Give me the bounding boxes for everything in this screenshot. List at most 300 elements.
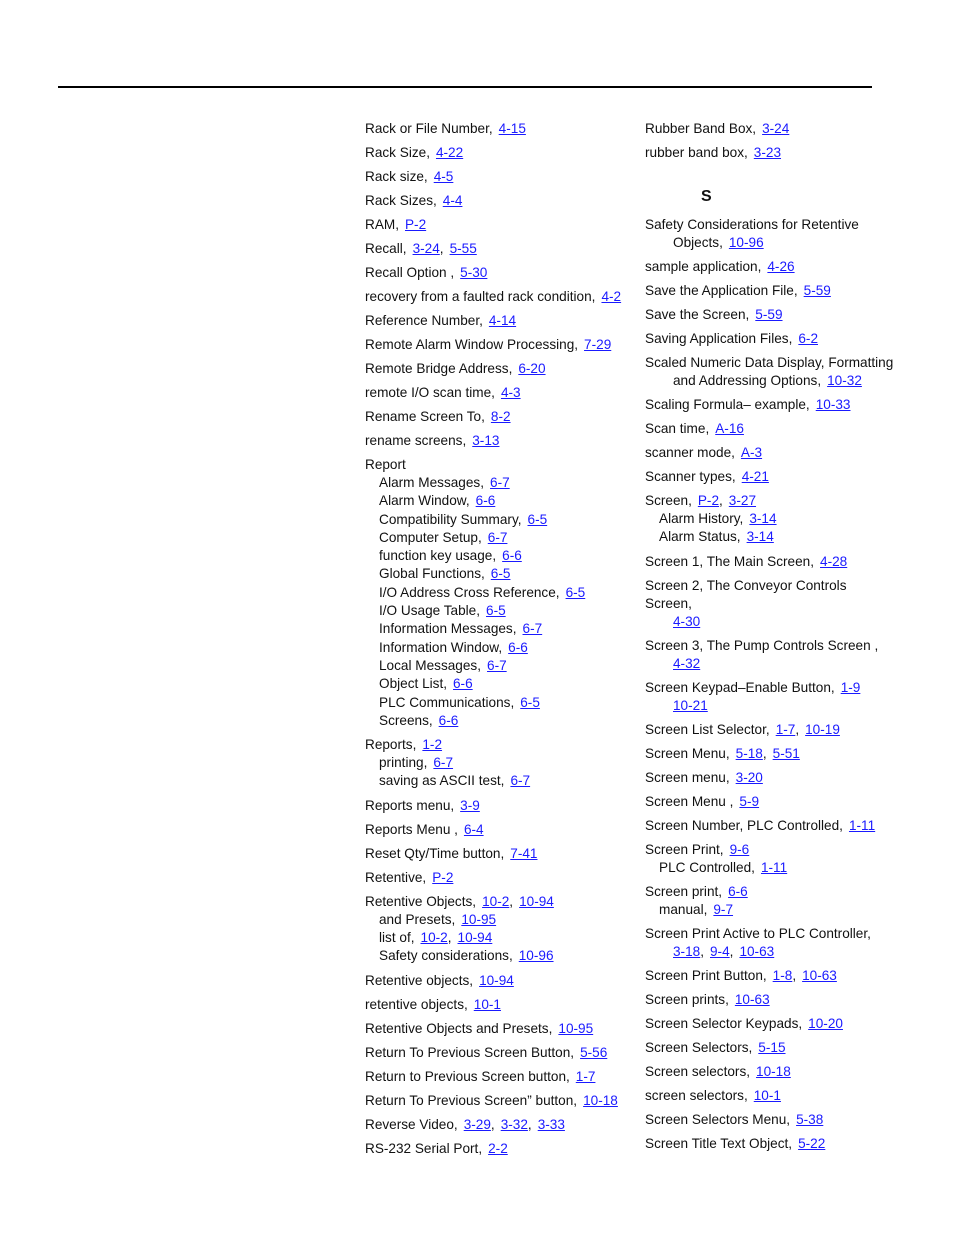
index-entry-line bbox=[645, 444, 895, 462]
index-term: Screen print, bbox=[645, 883, 723, 899]
index-term: RS-232 Serial Port, bbox=[365, 1140, 483, 1156]
index-entry bbox=[365, 216, 635, 234]
index-term: recovery from a faulted rack condition, bbox=[365, 289, 596, 304]
page-reference-link[interactable]: 5-38 bbox=[796, 1112, 824, 1128]
index-term: Retentive Objects and Presets, bbox=[365, 1020, 553, 1036]
page-reference-link[interactable]: 5-15 bbox=[758, 1040, 786, 1056]
index-entry-line bbox=[645, 613, 895, 631]
index-entry-line bbox=[645, 468, 895, 486]
index-entry bbox=[365, 336, 635, 354]
index-term: list of, bbox=[379, 930, 415, 946]
index-entry bbox=[645, 444, 895, 462]
index-entry-line bbox=[645, 817, 895, 835]
page-reference-link[interactable]: 6-5 bbox=[527, 511, 548, 527]
index-entry bbox=[645, 991, 895, 1009]
index-entry-line bbox=[365, 120, 635, 138]
page-reference-link[interactable]: 6-5 bbox=[490, 566, 511, 582]
page-reference-link[interactable]: 10-19 bbox=[805, 721, 840, 737]
index-subentry bbox=[365, 565, 635, 583]
index-term: and Presets, bbox=[379, 911, 456, 927]
page-reference-link[interactable]: 1-7 bbox=[775, 721, 796, 737]
index-subentry bbox=[365, 639, 635, 657]
page-reference-link[interactable]: 10-95 bbox=[461, 911, 497, 927]
index-entry-line bbox=[645, 1063, 895, 1081]
page-reference-link[interactable]: 6-6 bbox=[438, 712, 459, 728]
page-reference-link[interactable]: 10-1 bbox=[753, 1088, 781, 1104]
index-term: Remote Bridge Address, bbox=[365, 361, 513, 376]
index-entry-line bbox=[365, 264, 635, 282]
index-subentry bbox=[365, 529, 635, 547]
page-reference-link[interactable]: 7-41 bbox=[510, 845, 538, 861]
index-entry-line bbox=[365, 360, 635, 378]
index-entry bbox=[365, 288, 635, 306]
index-term: Rack Sizes, bbox=[365, 193, 437, 208]
page-reference-link[interactable]: 10-95 bbox=[558, 1020, 594, 1036]
index-entry bbox=[645, 577, 895, 631]
index-entry-line bbox=[365, 288, 635, 306]
page-reference-link[interactable]: 4-15 bbox=[498, 121, 526, 136]
page-reference-link[interactable]: 10-63 bbox=[739, 944, 775, 960]
index-subentry bbox=[645, 510, 895, 528]
index-entry-line bbox=[645, 1039, 895, 1057]
separator: , bbox=[729, 944, 734, 960]
page-reference-link[interactable]: 2-2 bbox=[488, 1140, 508, 1156]
page-reference-link[interactable]: 3-20 bbox=[735, 769, 763, 785]
index-entry-line bbox=[365, 1140, 635, 1158]
page-reference-link[interactable]: 10-18 bbox=[583, 1092, 618, 1108]
page-reference-link[interactable]: 3-9 bbox=[460, 797, 480, 813]
index-subentry bbox=[365, 675, 635, 693]
page-reference-link[interactable]: 10-21 bbox=[673, 697, 708, 713]
separator: , bbox=[447, 930, 452, 946]
index-term: Screen Number, PLC Controlled, bbox=[645, 817, 843, 833]
index-entry bbox=[645, 306, 895, 324]
page-reference-link[interactable]: 6-7 bbox=[522, 621, 543, 637]
page-reference-link[interactable]: 10-20 bbox=[808, 1016, 843, 1032]
page-reference-link[interactable]: 4-26 bbox=[767, 259, 795, 274]
index-entry-line bbox=[645, 745, 895, 763]
index-term: Screen prints, bbox=[645, 992, 729, 1008]
index-entry bbox=[645, 492, 895, 547]
index-term: Reports, bbox=[365, 737, 417, 753]
index-term: Remote Alarm Window Processing, bbox=[365, 337, 579, 352]
index-entry-line bbox=[365, 821, 635, 839]
index-term: Alarm Window, bbox=[379, 493, 470, 509]
index-term: Screen Menu, bbox=[645, 745, 730, 761]
page-reference-link[interactable]: 6-7 bbox=[490, 475, 510, 490]
index-entry bbox=[365, 456, 635, 730]
index-entry bbox=[645, 1111, 895, 1129]
index-entry bbox=[645, 967, 895, 985]
index-entry bbox=[645, 925, 895, 961]
index-entry bbox=[645, 745, 895, 763]
page-reference-link[interactable]: 6-2 bbox=[798, 331, 819, 346]
page-reference-link[interactable]: 3-14 bbox=[749, 511, 777, 526]
index-term: Scanner types, bbox=[645, 469, 736, 484]
index-entry-line bbox=[365, 893, 635, 911]
index-entry-line bbox=[645, 1015, 895, 1033]
page-reference-link[interactable]: 3-32 bbox=[500, 1116, 528, 1132]
page-reference-link[interactable]: 9-6 bbox=[729, 841, 750, 857]
separator: , bbox=[509, 893, 514, 909]
page-reference-link[interactable]: 6-7 bbox=[510, 773, 531, 789]
index-term: Screen Selector Keypads, bbox=[645, 1016, 803, 1032]
index-entry-line bbox=[645, 679, 895, 697]
index-subentry bbox=[645, 901, 895, 919]
index-term: sample application, bbox=[645, 259, 762, 274]
page-reference-link[interactable]: 6-6 bbox=[502, 548, 522, 564]
page-reference-link[interactable]: 9-4 bbox=[710, 944, 730, 960]
page-reference-link[interactable]: 6-4 bbox=[463, 821, 484, 837]
page-reference-link[interactable]: 10-2 bbox=[482, 893, 510, 909]
page-reference-link[interactable]: 10-63 bbox=[802, 968, 837, 984]
page-reference-link[interactable]: 1-9 bbox=[840, 679, 861, 695]
page-reference-link[interactable]: 4-2 bbox=[601, 289, 622, 304]
index-term: Screen 3, The Pump Controls Screen , bbox=[645, 637, 879, 653]
index-term: rename screens, bbox=[365, 433, 467, 448]
index-term: Screen Print Active to PLC Controller, bbox=[645, 926, 871, 942]
index-term: scanner mode, bbox=[645, 445, 735, 460]
index-entry bbox=[645, 841, 895, 877]
index-term: Safety Considerations for Retentive bbox=[645, 217, 859, 232]
index-entry-line bbox=[365, 1116, 635, 1134]
index-term: Screen List Selector, bbox=[645, 721, 770, 737]
index-term: Report bbox=[365, 457, 406, 472]
section-heading: S bbox=[701, 188, 712, 205]
index-entry bbox=[365, 1044, 635, 1062]
index-subentry bbox=[365, 911, 635, 929]
index-term: I/O Address Cross Reference, bbox=[379, 584, 560, 600]
page-reference-link[interactable]: 10-96 bbox=[518, 948, 554, 964]
index-entry-line bbox=[645, 306, 895, 324]
index-entry bbox=[645, 354, 895, 390]
page-reference-link[interactable]: 10-94 bbox=[457, 930, 493, 946]
index-entry-line bbox=[365, 797, 635, 815]
page-reference-link[interactable]: 4-30 bbox=[673, 613, 701, 629]
page-reference-link[interactable]: 4-28 bbox=[820, 553, 848, 569]
index-entry-line bbox=[365, 384, 635, 402]
index-entry bbox=[645, 468, 895, 486]
index-term: Local Messages, bbox=[379, 657, 482, 673]
index-entry-line bbox=[645, 1087, 895, 1105]
index-term: PLC Controlled, bbox=[659, 859, 755, 875]
index-term: Rename Screen To, bbox=[365, 409, 485, 424]
index-entry-line bbox=[645, 144, 895, 162]
page-reference-link[interactable]: 9-7 bbox=[713, 901, 734, 917]
index-entry bbox=[645, 120, 895, 138]
page-reference-link[interactable]: 4-32 bbox=[673, 655, 701, 671]
index-entry bbox=[645, 420, 895, 438]
index-term: saving as ASCII test, bbox=[379, 773, 505, 789]
page-reference-link[interactable]: 7-29 bbox=[584, 337, 612, 352]
index-entry-line bbox=[645, 637, 895, 655]
index-subentry bbox=[365, 772, 635, 790]
index-subentry bbox=[365, 602, 635, 620]
index-entry bbox=[645, 721, 895, 739]
page-reference-link[interactable]: 3-18 bbox=[673, 944, 701, 960]
index-term: Screen Print Button, bbox=[645, 968, 767, 984]
index-entry-line bbox=[645, 721, 895, 739]
page-reference-link[interactable]: 5-51 bbox=[772, 745, 800, 761]
index-term: Screen 1, The Main Screen, bbox=[645, 553, 815, 569]
index-entry bbox=[645, 553, 895, 571]
index-term: Object List, bbox=[379, 676, 447, 692]
page-reference-link[interactable]: 10-32 bbox=[827, 373, 862, 388]
page-reference-link[interactable]: 3-24 bbox=[412, 241, 440, 256]
page-reference-link[interactable]: 3-23 bbox=[753, 145, 782, 160]
index-term: Rack size, bbox=[365, 169, 428, 184]
page-reference-link[interactable]: 10-94 bbox=[479, 972, 514, 988]
index-entry bbox=[645, 637, 895, 673]
index-entry-line bbox=[645, 234, 895, 252]
page-reference-link[interactable]: 4-21 bbox=[741, 469, 769, 484]
page-reference-link[interactable]: 6-5 bbox=[486, 603, 506, 619]
index-term: Screen menu, bbox=[645, 769, 730, 785]
index-subentry bbox=[365, 712, 635, 730]
index-term: Screen Menu , bbox=[645, 793, 734, 809]
separator: , bbox=[490, 1116, 495, 1132]
page-reference-link[interactable]: 6-6 bbox=[453, 676, 473, 692]
index-entry-line bbox=[365, 240, 635, 258]
page-reference-link[interactable]: 10-96 bbox=[728, 235, 764, 250]
index-entry-line bbox=[645, 282, 895, 300]
page-reference-link[interactable]: 5-59 bbox=[755, 307, 783, 322]
separator: , bbox=[439, 241, 444, 256]
index-entry-line bbox=[645, 420, 895, 438]
index-entry bbox=[645, 1087, 895, 1105]
index-term: Save the Screen, bbox=[645, 307, 750, 322]
index-entry bbox=[365, 996, 635, 1014]
index-term: Global Functions, bbox=[379, 566, 485, 582]
index-subentry bbox=[365, 754, 635, 772]
index-term: Return To Previous Screen Button, bbox=[365, 1044, 575, 1060]
index-entry bbox=[365, 1140, 635, 1158]
index-entry-line bbox=[645, 577, 895, 613]
page-reference-link[interactable]: 6-5 bbox=[565, 584, 586, 600]
index-term: screen selectors, bbox=[645, 1088, 748, 1104]
index-entry bbox=[365, 192, 635, 210]
page-reference-link[interactable]: 3-33 bbox=[537, 1116, 565, 1132]
page-reference-link[interactable]: 4-22 bbox=[435, 145, 464, 160]
index-subentry bbox=[645, 528, 895, 546]
index-term: I/O Usage Table, bbox=[379, 603, 481, 619]
index-entry-line bbox=[645, 258, 895, 276]
separator: , bbox=[527, 1116, 532, 1132]
index-term: printing, bbox=[379, 755, 428, 771]
index-entry-line bbox=[365, 736, 635, 754]
page-reference-link[interactable]: 1-11 bbox=[848, 817, 876, 833]
index-entry-line bbox=[365, 869, 635, 887]
index-entry-line bbox=[645, 841, 895, 859]
index-term: Screen Keypad–Enable Button, bbox=[645, 679, 835, 695]
index-term: Screen Selectors Menu, bbox=[645, 1112, 791, 1128]
page-reference-link[interactable]: 10-63 bbox=[734, 992, 770, 1008]
index-term: Reports Menu , bbox=[365, 821, 458, 837]
index-entry-line bbox=[365, 168, 635, 186]
index-term: Screen 2, The Conveyor Controls Screen, bbox=[645, 577, 847, 611]
index-entry-line bbox=[645, 883, 895, 901]
index-entry bbox=[645, 330, 895, 348]
index-entry bbox=[645, 1015, 895, 1033]
index-entry bbox=[365, 360, 635, 378]
header-rule bbox=[58, 86, 872, 88]
page-reference-link[interactable]: 6-7 bbox=[487, 529, 508, 545]
page-reference-link[interactable]: 8-2 bbox=[490, 409, 511, 424]
index-term: Information Messages, bbox=[379, 621, 517, 637]
index-term: Rubber Band Box, bbox=[645, 121, 757, 136]
index-entry-line bbox=[365, 1092, 635, 1110]
page-reference-link[interactable]: 5-59 bbox=[803, 283, 831, 298]
index-term: Retentive Objects, bbox=[365, 893, 477, 909]
index-term: Computer Setup, bbox=[379, 529, 482, 545]
page-reference-link[interactable]: 6-5 bbox=[520, 694, 540, 710]
index-term: Scaling Formula– example, bbox=[645, 397, 810, 412]
separator: , bbox=[792, 968, 797, 984]
index-entry-line bbox=[645, 1111, 895, 1129]
page-reference-link[interactable]: 10-18 bbox=[756, 1064, 791, 1080]
page-reference-link[interactable]: 1-2 bbox=[422, 737, 443, 753]
index-entry-line bbox=[365, 845, 635, 863]
separator: , bbox=[719, 493, 723, 508]
index-entry bbox=[365, 1116, 635, 1134]
page-reference-link[interactable]: 10-1 bbox=[473, 996, 501, 1012]
index-entry-line bbox=[645, 396, 895, 414]
index-entry bbox=[645, 793, 895, 811]
page-reference-link[interactable]: 6-6 bbox=[728, 883, 748, 899]
index-entry bbox=[365, 972, 635, 990]
page-reference-link[interactable]: 1-8 bbox=[772, 968, 793, 984]
page-reference-link[interactable]: A-3 bbox=[740, 445, 763, 460]
index-term: Objects, bbox=[673, 235, 723, 250]
page-reference-link[interactable]: 4-5 bbox=[433, 169, 454, 184]
index-entry-line bbox=[645, 354, 895, 372]
index-term: Return To Previous Screen” button, bbox=[365, 1092, 578, 1108]
page-reference-link[interactable]: 3-29 bbox=[463, 1116, 491, 1132]
index-entry bbox=[365, 821, 635, 839]
index-entry-line bbox=[365, 996, 635, 1014]
index-entry bbox=[365, 240, 635, 258]
page-reference-link[interactable]: P-2 bbox=[404, 217, 427, 232]
index-entry bbox=[645, 216, 895, 252]
separator: , bbox=[762, 745, 767, 761]
page-reference-link[interactable]: 4-4 bbox=[442, 193, 463, 208]
index-term: Alarm Messages, bbox=[379, 475, 485, 490]
index-entry bbox=[645, 1063, 895, 1081]
index-entry bbox=[645, 258, 895, 276]
separator: , bbox=[795, 721, 800, 737]
page-reference-link[interactable]: 6-6 bbox=[508, 639, 528, 655]
index-term: manual, bbox=[659, 901, 708, 917]
page-reference-link[interactable]: 1-7 bbox=[575, 1068, 596, 1084]
page-reference-link[interactable]: 5-9 bbox=[739, 793, 760, 809]
index-term: and Addressing Options, bbox=[673, 373, 822, 388]
page-reference-link[interactable]: P-2 bbox=[432, 869, 454, 885]
index-entry-line bbox=[645, 330, 895, 348]
index-subentry bbox=[365, 584, 635, 602]
index-entry bbox=[365, 1092, 635, 1110]
page-reference-link[interactable]: 3-14 bbox=[746, 529, 774, 545]
index-entry-line bbox=[365, 408, 635, 426]
page-reference-link[interactable]: A-16 bbox=[715, 421, 744, 436]
index-term: RAM, bbox=[365, 217, 399, 232]
index-entry bbox=[365, 144, 635, 162]
index-entry bbox=[645, 1135, 895, 1153]
page-reference-link[interactable]: 6-20 bbox=[518, 361, 546, 376]
page-reference-link[interactable]: 3-27 bbox=[728, 493, 757, 508]
page-reference-link[interactable]: 5-18 bbox=[735, 745, 763, 761]
page-reference-link[interactable]: 10-2 bbox=[420, 930, 448, 946]
page-reference-link[interactable]: 4-14 bbox=[488, 313, 517, 328]
index-term: remote I/O scan time, bbox=[365, 385, 495, 400]
index-entry-line bbox=[365, 972, 635, 990]
page-reference-link[interactable]: P-2 bbox=[697, 493, 720, 508]
index-entry-line bbox=[645, 553, 895, 571]
index-entry-continuation bbox=[645, 697, 895, 715]
index-entry bbox=[365, 312, 635, 330]
index-subentry bbox=[645, 859, 895, 877]
index-entry-line bbox=[645, 120, 895, 138]
page-reference-link[interactable]: 6-6 bbox=[475, 493, 496, 509]
page-reference-link[interactable]: 5-30 bbox=[460, 265, 488, 280]
index-term: Recall Option , bbox=[365, 265, 455, 280]
index-entry bbox=[365, 797, 635, 815]
index-term: Scaled Numeric Data Display, Formatting bbox=[645, 355, 894, 370]
page-reference-link[interactable]: 5-55 bbox=[449, 241, 477, 256]
index-entry-line bbox=[365, 144, 635, 162]
page-reference-link[interactable]: 10-94 bbox=[519, 893, 554, 909]
index-entry bbox=[645, 282, 895, 300]
index-entry-line bbox=[365, 1044, 635, 1062]
index-term: Return to Previous Screen button, bbox=[365, 1068, 570, 1084]
page-reference-link[interactable]: 3-13 bbox=[472, 433, 500, 448]
index-entry-line bbox=[645, 967, 895, 985]
index-term: Reset Qty/Time button, bbox=[365, 845, 505, 861]
page-reference-link[interactable]: 4-3 bbox=[500, 385, 521, 400]
index-subentry bbox=[365, 694, 635, 712]
index-term: function key usage, bbox=[379, 548, 497, 564]
page-reference-link[interactable]: 5-56 bbox=[580, 1044, 608, 1060]
index-entry bbox=[645, 679, 895, 715]
page-reference-link[interactable]: 1-11 bbox=[760, 859, 788, 875]
index-subentry bbox=[365, 547, 635, 565]
index-entry bbox=[365, 1068, 635, 1086]
index-term: Scan time, bbox=[645, 421, 710, 436]
page-reference-link[interactable]: 10-33 bbox=[815, 397, 851, 412]
index-entry bbox=[645, 144, 895, 162]
index-subentry bbox=[365, 511, 635, 529]
index-entry bbox=[645, 1039, 895, 1057]
index-entry-line bbox=[645, 1135, 895, 1153]
index-subentry bbox=[365, 492, 635, 510]
index-entry bbox=[365, 1020, 635, 1038]
page-reference-link[interactable]: 5-22 bbox=[798, 1136, 826, 1152]
index-subentry bbox=[365, 929, 635, 947]
index-entry bbox=[645, 817, 895, 835]
page-reference-link[interactable]: 3-24 bbox=[762, 121, 790, 136]
index-entry-line bbox=[645, 372, 895, 390]
index-term: Rack or File Number, bbox=[365, 121, 493, 136]
index-term: Retentive objects, bbox=[365, 972, 474, 988]
index-term: Retentive, bbox=[365, 869, 427, 885]
page-reference-link[interactable]: 6-7 bbox=[433, 755, 454, 771]
index-term: Alarm History, bbox=[659, 511, 744, 526]
page-reference-link[interactable]: 6-7 bbox=[487, 657, 507, 673]
index-term: Screen Selectors, bbox=[645, 1040, 753, 1056]
index-subentry bbox=[365, 474, 635, 492]
index-term: rubber band box, bbox=[645, 145, 748, 160]
separator: , bbox=[700, 944, 704, 960]
index-term: Screens, bbox=[379, 712, 433, 728]
